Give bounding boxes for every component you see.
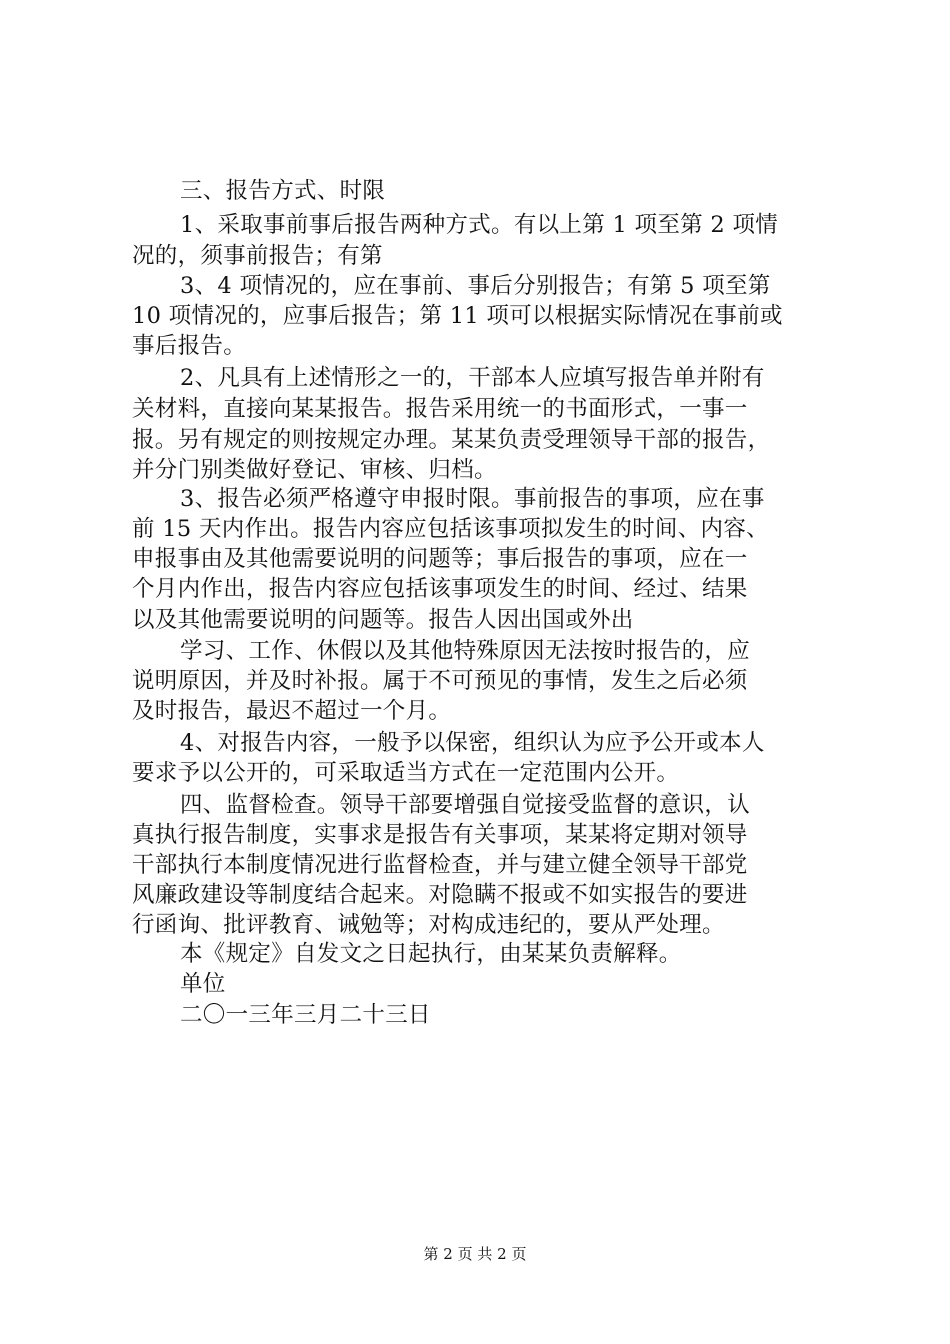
paragraph-line: 要求予以公开的，可采取适当方式在一定范围内公开。 [132, 760, 680, 786]
paragraph-line: 干部执行本制度情况进行监督检查，并与建立健全领导干部党 [132, 852, 748, 878]
page-number-footer: 第 2 页 共 2 页 [423, 1245, 527, 1263]
paragraph-line: 及时报告，最迟不超过一个月。 [132, 698, 452, 724]
paragraph-line: 以及其他需要说明的问题等。报告人因出国或外出 [132, 607, 634, 633]
paragraph-line: 本《规定》自发文之日起执行，由某某负责解释。 [180, 941, 682, 967]
paragraph-line: 报。另有规定的则按规定办理。某某负责受理领导干部的报告， [132, 427, 771, 453]
issue-date: 二〇一三年三月二十三日 [180, 1002, 431, 1028]
paragraph-line: 1、采取事前事后报告两种方式。有以上第 1 项至第 2 项情 [180, 212, 779, 238]
paragraph-line: 说明原因，并及时补报。属于不可预见的事情，发生之后必须 [132, 668, 748, 694]
section-heading-supervision: 四、监督检查。领导干部要增强自觉接受监督的意识，认 [180, 792, 751, 818]
paragraph-line: 况的，须事前报告；有第 [132, 243, 383, 269]
paragraph-line: 学习、工作、休假以及其他特殊原因无法按时报告的，应 [180, 638, 751, 664]
paragraph-line: 关材料，直接向某某报告。报告采用统一的书面形式，一事一 [132, 396, 748, 422]
paragraph-line: 并分门别类做好登记、审核、归档。 [132, 457, 497, 483]
paragraph-line: 3、4 项情况的，应在事前、事后分别报告；有第 5 项至第 [180, 273, 771, 299]
paragraph-line: 风廉政建设等制度结合起来。对隐瞒不报或不如实报告的要进 [132, 882, 748, 908]
paragraph-line: 4、对报告内容，一般予以保密，组织认为应予公开或本人 [180, 730, 765, 756]
section-heading-reporting: 三、报告方式、时限 [180, 178, 386, 204]
paragraph-line: 10 项情况的，应事后报告；第 11 项可以根据实际情况在事前或 [132, 303, 783, 329]
paragraph-line: 行函询、批评教育、诫勉等；对构成违纪的，要从严处理。 [132, 912, 725, 938]
paragraph-line: 申报事由及其他需要说明的问题等；事后报告的事项，应在一 [132, 546, 748, 572]
paragraph-line: 个月内作出，报告内容应包括该事项发生的时间、经过、结果 [132, 576, 748, 602]
paragraph-line: 2、凡具有上述情形之一的，干部本人应填写报告单并附有 [180, 365, 765, 391]
paragraph-line: 事后报告。 [132, 333, 247, 359]
paragraph-line: 3、报告必须严格遵守申报时限。事前报告的事项，应在事 [180, 486, 765, 512]
paragraph-line: 前 15 天内作出。报告内容应包括该事项拟发生的时间、内容、 [132, 516, 769, 542]
issuer-unit: 单位 [180, 971, 226, 997]
paragraph-line: 真执行报告制度，实事求是报告有关事项，某某将定期对领导 [132, 822, 748, 848]
